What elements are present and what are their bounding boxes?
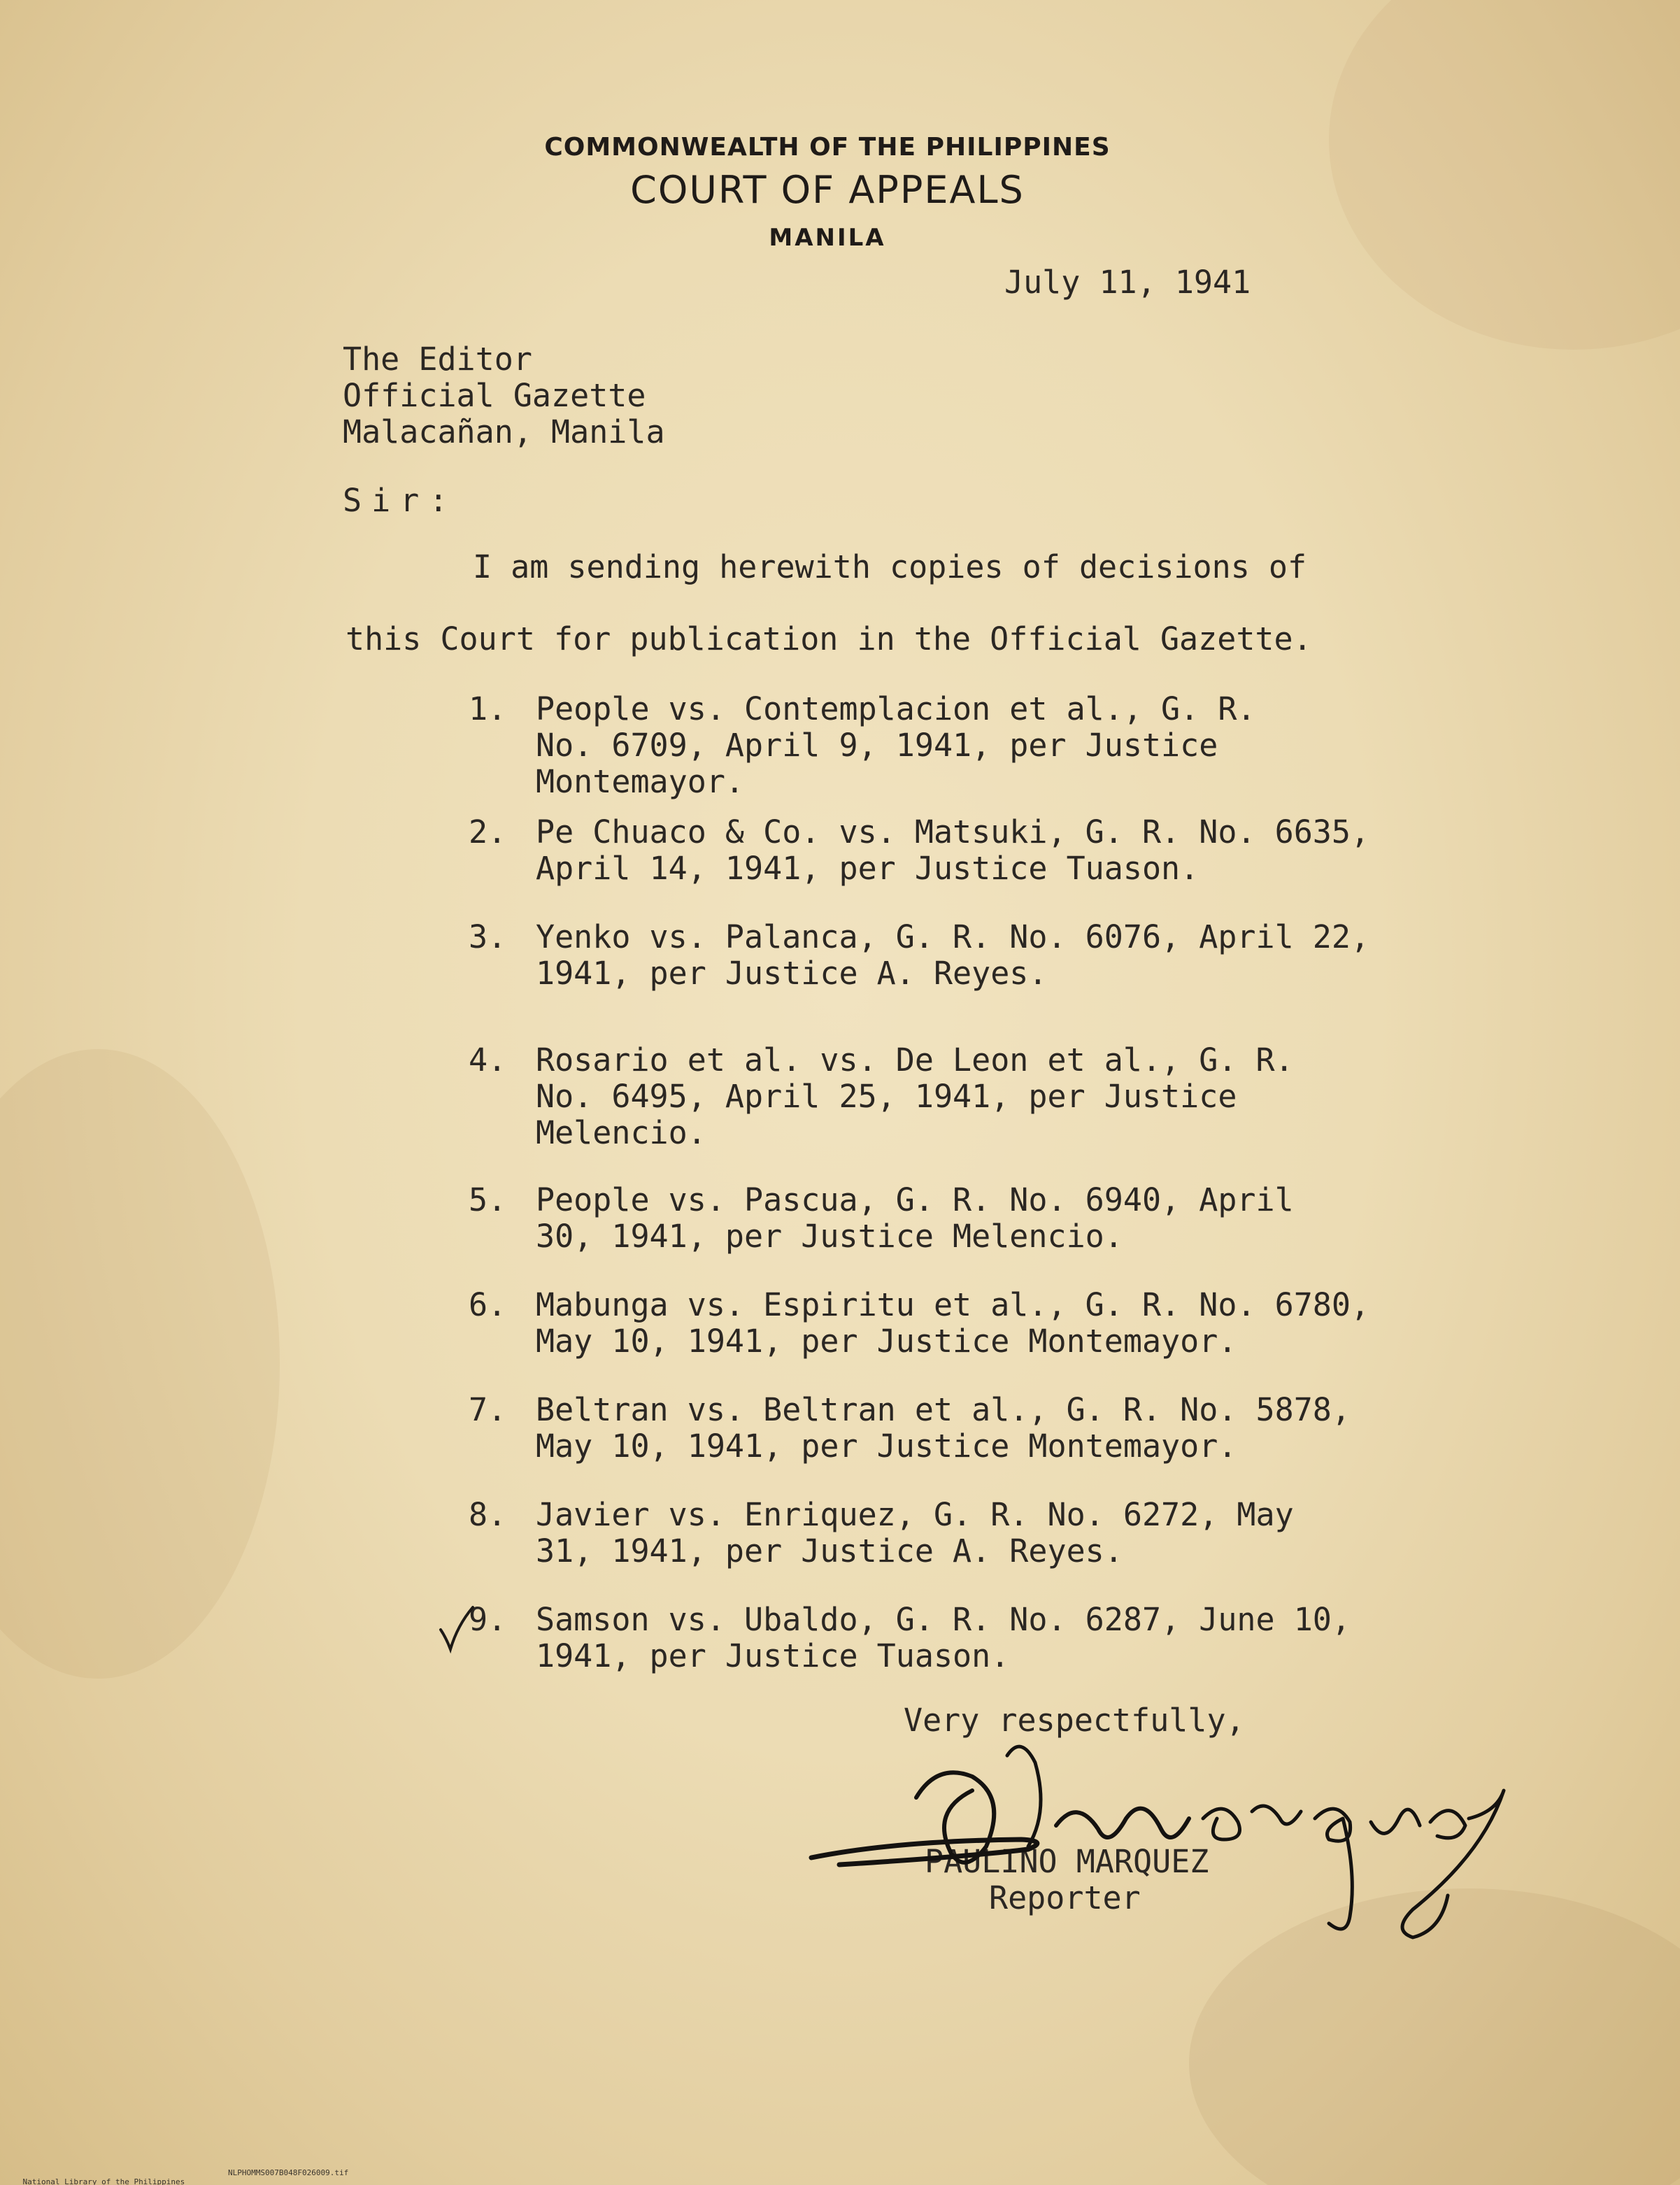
recipient-line-3: Malacañan, Manila (343, 413, 665, 450)
recipient-line-2: Official Gazette (343, 377, 646, 414)
footer-file: NLPHOMMS007B048F026009.tif (228, 2168, 349, 2177)
body-line-2: this Court for publication in the Official Gazette. (346, 620, 1312, 657)
body-line-1: I am sending herewith copies of decisions of (473, 548, 1307, 585)
footer-source: National Library of the Philippines (22, 2177, 185, 2185)
list-item-text: People vs. Contemplacion et al., G. R. No. 6709, April 9, 1941, per Justice Montemayor. (536, 690, 1256, 800)
list-item-text: Javier vs. Enriquez, G. R. No. 6272, May 31, 1941, per Justice A. Reyes. (536, 1496, 1294, 1570)
list-item-number: 6. (469, 1286, 507, 1323)
checkmark-icon (438, 1604, 476, 1653)
signature-icon (797, 1707, 1511, 1944)
list-item-number: 7. (469, 1391, 507, 1428)
list-item-text: People vs. Pascua, G. R. No. 6940, April 30, 1941, per Justice Melencio. (536, 1181, 1294, 1255)
list-item-number: 9. (469, 1601, 507, 1638)
paper-stain (0, 1049, 280, 1679)
list-item-number: 3. (469, 918, 507, 955)
list-item-text: Yenko vs. Palanca, G. R. No. 6076, April 22, 1941, per Justice A. Reyes. (536, 918, 1370, 992)
closing: Very respectfully, (904, 1702, 1245, 1739)
list-item-text: Beltran vs. Beltran et al., G. R. No. 5878, May 10, 1941, per Justice Montemayor. (536, 1391, 1351, 1465)
list-item-text: Samson vs. Ubaldo, G. R. No. 6287, June 10, 1941, per Justice Tuason. (536, 1601, 1351, 1674)
list-item-text: Mabunga vs. Espiritu et al., G. R. No. 6780, May 10, 1941, per Justice Montemayor. (536, 1286, 1370, 1360)
salutation: Sir: (343, 482, 458, 519)
letterhead-city: MANILA (769, 224, 886, 252)
list-item-number: 8. (469, 1496, 507, 1533)
signer-title: Reporter (989, 1879, 1141, 1916)
letter-date: July 11, 1941 (1004, 264, 1251, 301)
list-item-number: 5. (469, 1181, 507, 1218)
letterhead-commonwealth: COMMONWEALTH OF THE PHILIPPINES (544, 133, 1111, 162)
list-item-number: 4. (469, 1041, 507, 1079)
list-item-number: 2. (469, 813, 507, 850)
recipient-line-1: The Editor (343, 341, 532, 378)
list-item-number: 1. (469, 690, 507, 727)
signer-name: PAULINO MARQUEZ (925, 1843, 1209, 1880)
footer-note (4, 2168, 349, 2185)
letterhead-court: COURT OF APPEALS (630, 168, 1025, 212)
list-item-text: Pe Chuaco & Co. vs. Matsuki, G. R. No. 6635, April 14, 1941, per Justice Tuason. (536, 813, 1370, 887)
list-item-text: Rosario et al. vs. De Leon et al., G. R. No. 6495, April 25, 1941, per Justice Melencio. (536, 1041, 1294, 1151)
